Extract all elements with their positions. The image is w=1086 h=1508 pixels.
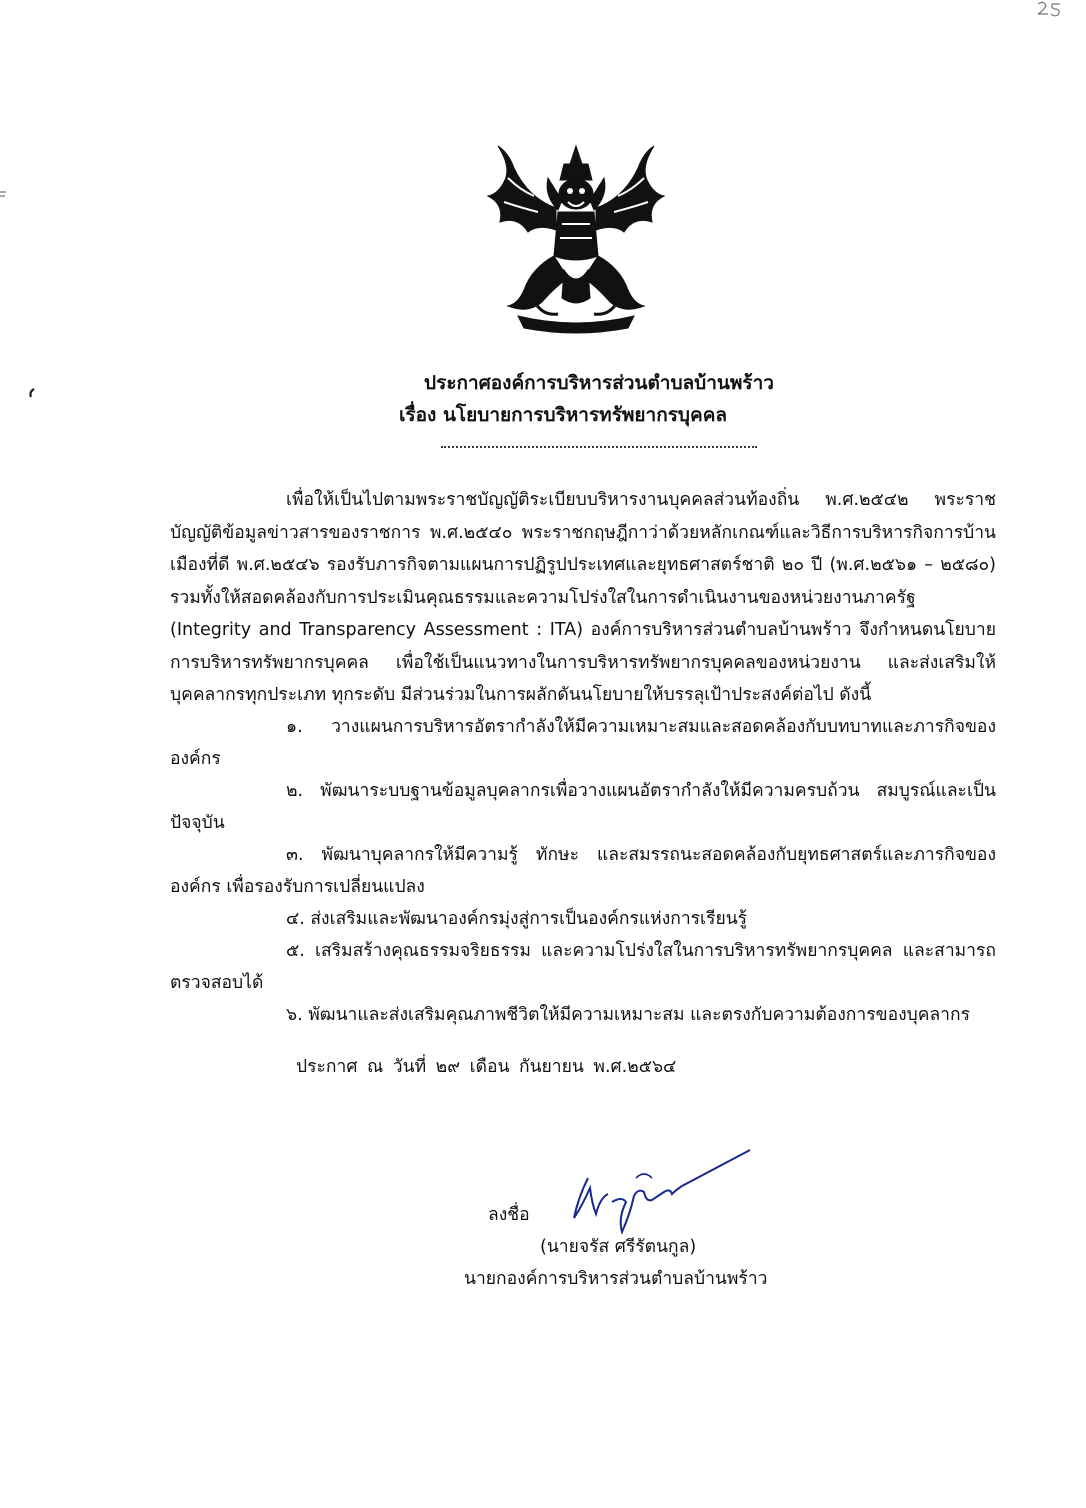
policy-item-4: ๔. ส่งเสริมและพัฒนาองค์กรมุ่งสู่การเป็นองค์กรแห่งการเรียนรู้ [286, 909, 748, 929]
policy-item-5: ๕. เสริมสร้างคุณธรรมจริยธรรม และความโปร่งใสในการบริหารทรัพยากรบุคคล และสามารถตรวจสอบได้ [170, 941, 996, 993]
garuda-emblem-icon [478, 138, 674, 338]
signature-label: ลงชื่อ [488, 1205, 530, 1225]
dotted-divider [441, 446, 757, 448]
announcement-date: ประกาศ ณ วันที่ ๒๙ เดือน กันยายน พ.ศ.๒๕๖๔ [296, 1057, 677, 1077]
handwritten-page-number-mark [1034, 0, 1064, 18]
signer-position: นายกองค์การบริหารส่วนตำบลบ้านพร้าว [464, 1269, 768, 1289]
margin-mark [0, 188, 8, 200]
signer-name: (นายจรัส ศรีรัตนกูล) [540, 1237, 697, 1257]
policy-item-1: ๑. วางแผนการบริหารอัตรากำลังให้มีความเหมาะสมและสอดคล้องกับบทบาทและภารกิจขององค์กร [170, 717, 996, 769]
policy-item-3: ๓. พัฒนาบุคลากรให้มีความรู้ ทักษะ และสมรรถนะสอดคล้องกับยุทธศาสตร์และภารกิจขององค์กร เพื่อรองรับการเปลี่ยนแปลง [170, 845, 996, 897]
document-title: ประกาศองค์การบริหารส่วนตำบลบ้านพร้าว [424, 372, 774, 394]
policy-item-6: ๖. พัฒนาและส่งเสริมคุณภาพชีวิตให้มีความเหมาะสม และตรงกับความต้องการของบุคลากร [286, 1005, 971, 1025]
document-subject: เรื่อง นโยบายการบริหารทรัพยากรบุคคล [398, 404, 728, 426]
policy-item-2: ๒. พัฒนาระบบฐานข้อมูลบุคลากรเพื่อวางแผนอัตรากำลังให้มีความครบถ้วน สมบูรณ์และเป็นปัจจุบัน [170, 781, 996, 833]
handwritten-signature [560, 1148, 760, 1238]
policy-list [170, 711, 996, 1031]
margin-mark [28, 388, 36, 398]
intro-paragraph: เพื่อให้เป็นไปตามพระราชบัญญัติระเบียบบริหารงานบุคคลส่วนท้องถิ่น พ.ศ.๒๕๔๒ พระราชบัญญัติข้อมูลข่าวสารของราชการ พ.ศ.๒๕๔๐ พระราชกฤษฎีกาว่าด้วยหลักเกณฑ์และวิธีการบริหารกิจการบ้านเมืองที่ดี พ.ศ.๒๕๔๖ รองรับภารกิจตามแผนการปฏิรูปประเทศและยุทธศาสตร์ชาติ ๒๐ ปี (พ.ศ.๒๕๖๑ – ๒๕๘๐) รวมทั้งให้สอดคล้องกับการประเมินคุณธรรมและความโปร่งใสในการดำเนินงานของหน่วยงานภาครัฐ (Integrity and Transparency Assessment : ITA) องค์การบริหารส่วนตำบลบ้านพร้าว จึงกำหนดนโยบายการบริหารทรัพยากรบุคคล เพื่อใช้เป็นแนวทางในการบริหารทรัพยากรบุคคลของหน่วยงาน และส่งเสริมให้บุคคลากรทุกประเภท ทุกระดับ มีส่วนร่วมในการผลักดันนโยบายให้บรรลุเป้าประสงค์ต่อไป ดังนี้ [170, 490, 996, 705]
